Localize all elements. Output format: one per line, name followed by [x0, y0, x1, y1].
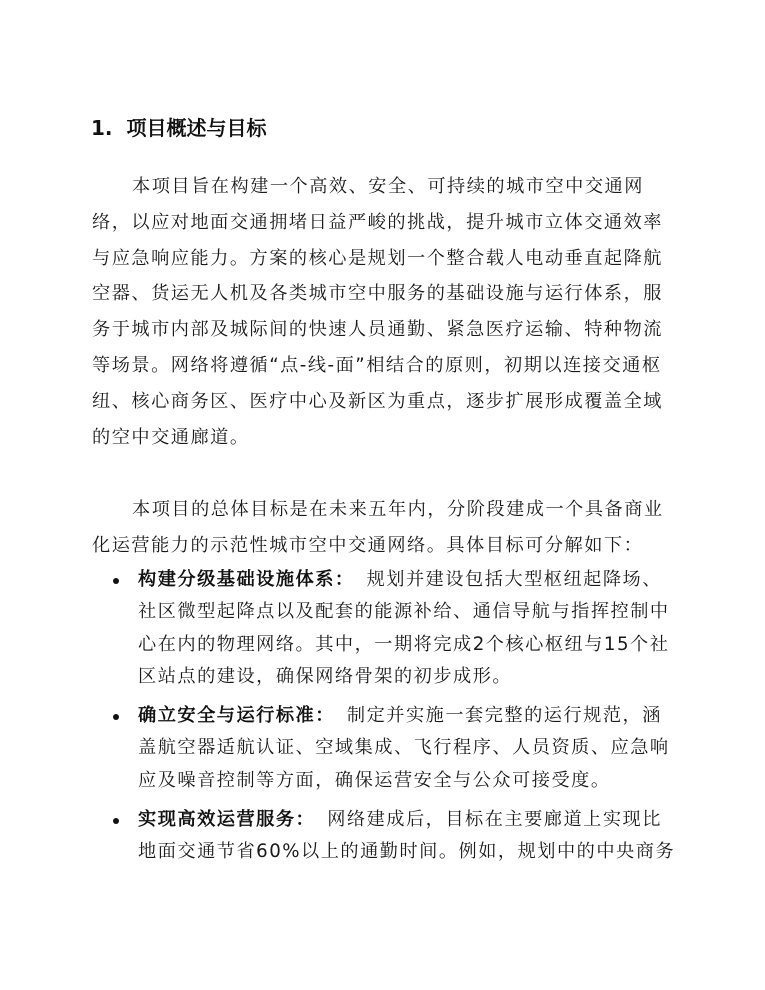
list-item-title: 构建分级基础设施体系：	[138, 569, 355, 590]
section-number: 1.	[91, 116, 113, 140]
goal-list	[92, 564, 677, 876]
bullet-dot-icon	[113, 818, 119, 824]
list-item	[92, 564, 677, 693]
bullet-dot-icon	[113, 714, 119, 720]
list-item-title: 确立安全与运行标准：	[138, 705, 335, 727]
list-item-title: 实现高效运营服务：	[138, 809, 316, 831]
list-item-text: 规划并建设包括大型枢纽起降场、社区微型起降点以及配套的能源补给、通信导航与指挥控制中心在内的物理网络。其中，一期将完成2个核心枢纽与15个社区站点的建设，确保网络骨架的初步成形。	[138, 569, 670, 687]
list-item-text: 网络建成后，目标在主要廊道上实现比地面交通节省60%以上的通勤时间。例如，规划中的中央商务	[138, 809, 676, 863]
section-heading	[91, 113, 267, 143]
section-title: 项目概述与目标	[126, 116, 267, 140]
bullet-dot-icon	[113, 578, 119, 584]
goal-paragraph: 本项目的总体目标是在未来五年内，分阶段建成一个具备商业化运营能力的示范性城市空中交通网络。具体目标可分解如下：	[92, 499, 664, 556]
list-item	[92, 700, 677, 797]
list-item-text: 制定并实施一套完整的运行规范，涵盖航空器适航认证、空域集成、飞行程序、人员资质、应急响应及噪音控制等方面，确保运营安全与公众可接受度。	[138, 705, 670, 791]
list-item	[92, 804, 677, 869]
intro-paragraph: 本项目旨在构建一个高效、安全、可持续的城市空中交通网络，以应对地面交通拥堵日益严峻的挑战，提升城市立体交通效率与应急响应能力。方案的核心是规划一个整合载人电动垂直起降航空器、货运无人机及各类城市空中服务的基础设施与运行体系，服务于城市内部及城际间的快速人员通勤、紧急医疗运输、特种物流等场景。网络将遵循“点-线-面”相结合的原则，初期以连接交通枢纽、核心商务区、医疗中心及新区为重点，逐步扩展形成覆盖全域的空中交通廊道。	[92, 176, 663, 448]
